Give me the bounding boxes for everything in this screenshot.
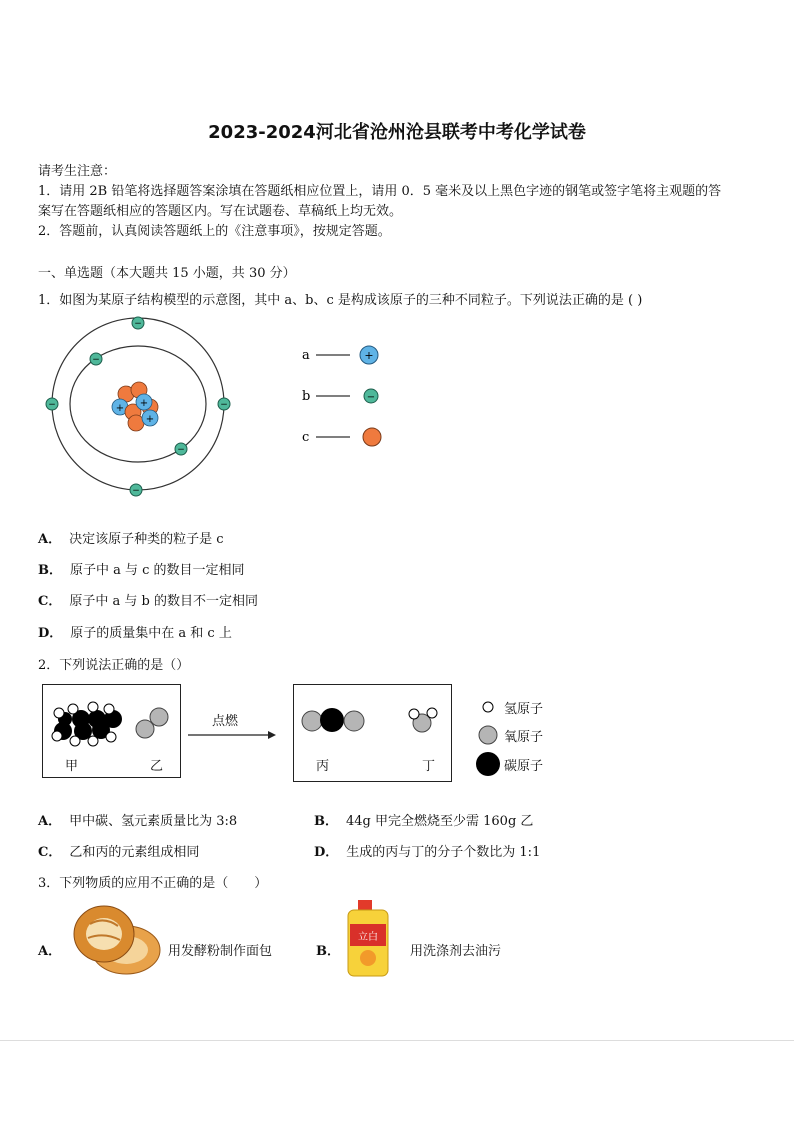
q2-option-c[interactable]: C． 乙和丙的元素组成相同 <box>38 845 200 860</box>
legend-a-sign: + <box>364 349 374 362</box>
detergent-bottle-image <box>340 898 400 982</box>
legend-b-sign: − <box>366 392 376 403</box>
carbon-atom-icon <box>474 750 502 778</box>
q1-option-b[interactable]: B． 原子中 a 与 c 的数目一定相同 <box>38 563 245 578</box>
svg-text:+: + <box>145 414 155 425</box>
legend-carbon-label: 碳原子 <box>504 758 544 774</box>
bread-image <box>68 898 164 978</box>
q1-option-a[interactable]: A． 决定该原子种类的粒子是 c <box>38 532 224 547</box>
section-heading: 一、单选题（本大题共 15 小题，共 30 分） <box>38 266 296 281</box>
legend-b-label: b <box>302 389 311 404</box>
arrow-label: 点燃 <box>212 714 239 729</box>
svg-text:−: − <box>92 355 100 365</box>
svg-text:−: − <box>177 445 185 455</box>
page-title: 2023-2024河北省沧州沧县联考中考化学试卷 <box>208 122 586 143</box>
q3-option-b-key[interactable]: B． <box>316 944 340 959</box>
page-bottom-divider <box>0 1040 794 1041</box>
svg-text:−: − <box>220 400 228 410</box>
q1-option-d[interactable]: D． 原子的质量集中在 a 和 c 上 <box>38 626 232 641</box>
q2-option-d[interactable]: D． 生成的丙与丁的分子个数比为 1:1 <box>314 845 541 860</box>
legend-hydrogen <box>478 697 543 717</box>
hydrogen-atom-icon <box>478 697 498 717</box>
svg-text:+: + <box>115 403 125 414</box>
label-yi: 乙 <box>150 759 164 774</box>
molecule-yi <box>136 708 168 738</box>
legend-a-label: a <box>302 348 310 363</box>
legend-a <box>302 346 378 364</box>
products-box <box>293 684 452 782</box>
q3-option-b-text[interactable]: 用洗涤剂去油污 <box>410 944 502 959</box>
q3-option-a-key[interactable]: A． <box>38 944 62 959</box>
legend-oxygen-label: 氧原子 <box>504 729 544 745</box>
nucleus <box>112 382 158 431</box>
molecule-bing <box>302 708 364 732</box>
notice-heading: 请考生注意： <box>38 164 117 179</box>
notice-item-1-line-1: 1．请用 2B 铅笔将选择题答案涂填在答题纸相应位置上，请用 0．5 毫米及以上黑色字迹的钢笔或签字笔将主观题的答 <box>38 184 722 199</box>
legend-hydrogen-label: 氢原子 <box>504 701 544 717</box>
label-ding: 丁 <box>422 759 436 774</box>
q2-option-b[interactable]: B． 44g 甲完全燃烧至少需 160g 乙 <box>314 814 534 829</box>
legend-oxygen <box>476 723 543 747</box>
particle-legend <box>298 340 398 450</box>
label-bing: 丙 <box>316 759 330 774</box>
legend-b <box>302 389 378 404</box>
svg-text:−: − <box>134 319 142 329</box>
oxygen-atom-icon <box>476 723 500 747</box>
reactants-box <box>42 684 181 778</box>
svg-text:−: − <box>48 400 56 410</box>
legend-carbon <box>474 750 543 778</box>
svg-text:−: − <box>132 486 140 496</box>
q2-option-a[interactable]: A． 甲中碳、氢元素质量比为 3:8 <box>38 814 238 829</box>
q2-stem: 2．下列说法正确的是（） <box>38 658 190 673</box>
legend-c <box>302 428 381 446</box>
legend-c-label: c <box>302 430 310 445</box>
atom-model-diagram <box>40 312 240 502</box>
svg-text:+: + <box>139 398 149 409</box>
bottle-label: 立白 <box>358 932 378 943</box>
notice-item-2: 2．答题前，认真阅读答题纸上的《注意事项》，按规定答题。 <box>38 224 391 239</box>
molecule-jia <box>52 702 122 746</box>
q3-option-a-text[interactable]: 用发酵粉制作面包 <box>168 944 273 959</box>
label-jia: 甲 <box>65 759 79 774</box>
q3-stem: 3．下列物质的应用不正确的是（ ） <box>38 876 268 891</box>
notice-item-1-line-2: 案写在答题纸相应的答题区内。写在试题卷、草稿纸上均无效。 <box>38 204 403 219</box>
q1-stem: 1．如图为某原子结构模型的示意图，其中 a、b、c 是构成该原子的三种不同粒子。下列说法正确的是 ( ) <box>38 293 643 308</box>
q1-option-c[interactable]: C． 原子中 a 与 b 的数目不一定相同 <box>38 594 258 609</box>
molecule-ding <box>409 708 437 732</box>
